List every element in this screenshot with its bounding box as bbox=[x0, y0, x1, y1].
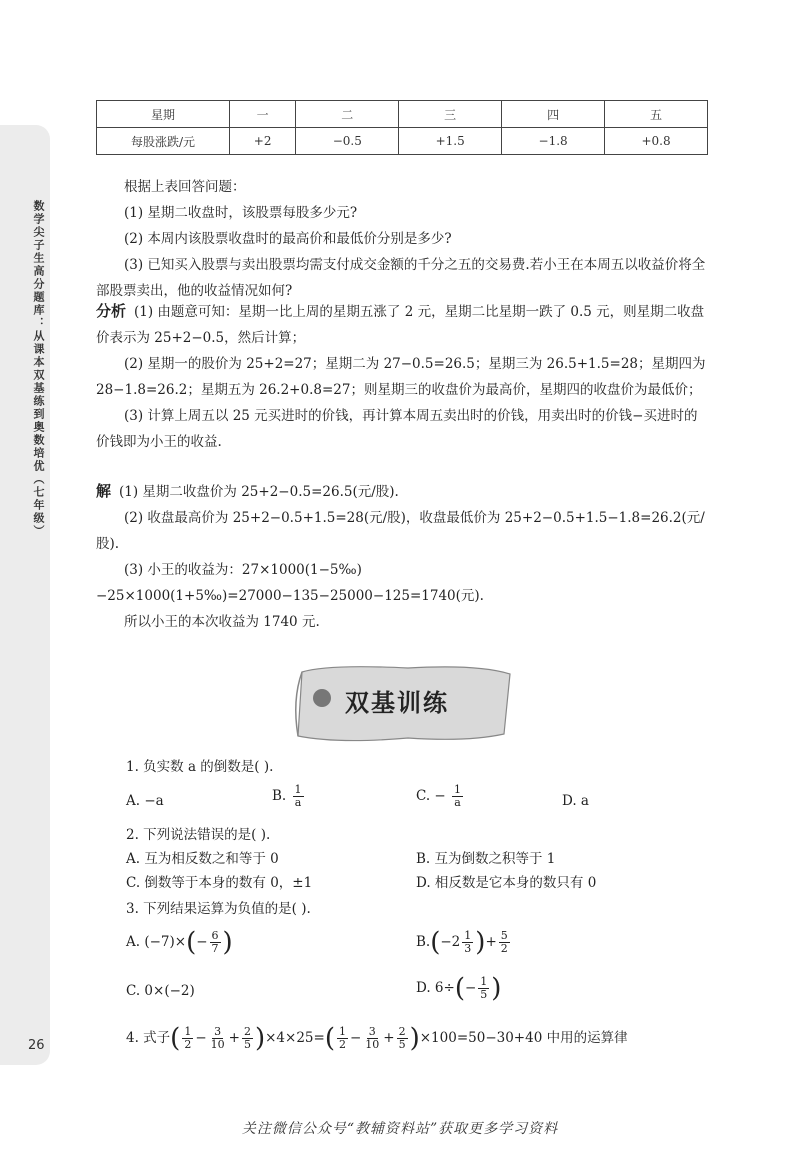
denominator: 7 bbox=[211, 942, 219, 955]
right-paren-icon: ) bbox=[491, 973, 502, 1004]
left-paren-icon: ( bbox=[170, 1023, 181, 1054]
exercise-2-option-a: A. 互为相反数之和等于 0 bbox=[126, 851, 279, 867]
problem-block bbox=[96, 174, 710, 304]
denominator: 2 bbox=[500, 942, 508, 955]
denominator: 2 bbox=[184, 1038, 192, 1051]
left-paren-icon: ( bbox=[324, 1023, 335, 1054]
numerator: 1 bbox=[294, 783, 302, 796]
fraction bbox=[499, 930, 510, 955]
section-title: 双基训练 bbox=[345, 689, 449, 717]
operator: − bbox=[349, 1030, 362, 1046]
page-number: 26 bbox=[28, 1038, 45, 1053]
exercise-3-option-c: C. 0×(−2) bbox=[126, 983, 195, 999]
operator: − bbox=[195, 1030, 207, 1046]
numerator: 3 bbox=[368, 1025, 376, 1038]
solution-step-2: (2) 收盘最高价为 25+2−0.5+1.5=28(元/股)，收盘最低价为 25+2−0.5+1.5−1.8=26.2(元/股). bbox=[96, 510, 705, 552]
numerator: 6 bbox=[211, 929, 219, 942]
table-cell: −0.5 bbox=[296, 128, 399, 155]
operator: + bbox=[485, 934, 497, 950]
fraction bbox=[337, 1026, 348, 1051]
analysis-step-2: (2) 星期一的股价为 25+2=27；星期二为 27−0.5=26.5；星期三为 26.5+1.5=28；星期四为 28−1.8=26.2；星期五为 26.2+0.8=27；则星期三的收盘价为最高价，星期四的收盘价为最低价； bbox=[96, 356, 706, 398]
table-cell: +0.8 bbox=[605, 128, 708, 155]
solution-conclusion: 所以小王的本次收益为 1740 元. bbox=[124, 614, 320, 630]
table-cell: 五 bbox=[605, 101, 708, 128]
fraction bbox=[293, 784, 304, 809]
solution-step-1: (1) 星期二收盘价为 25+2−0.5=26.5(元/股). bbox=[119, 484, 399, 500]
option-label: D. 6÷ bbox=[416, 980, 455, 996]
expression-middle: ×4×25= bbox=[265, 1030, 325, 1046]
denominator: 10 bbox=[210, 1038, 225, 1051]
table-cell: 星期 bbox=[97, 101, 230, 128]
left-paren-icon: ( bbox=[454, 973, 465, 1004]
left-paren-icon: ( bbox=[186, 927, 197, 958]
fraction bbox=[363, 1026, 381, 1051]
option-label: B. bbox=[272, 788, 287, 804]
exercise-2-stem: 2. 下列说法错误的是( ). bbox=[126, 827, 271, 843]
numerator: 1 bbox=[338, 1025, 346, 1038]
exercise-3-option-b bbox=[416, 927, 512, 958]
exercise-1-option-c bbox=[416, 784, 465, 809]
numerator: 2 bbox=[398, 1025, 406, 1038]
solution-block bbox=[96, 478, 710, 635]
exercise-1-option-b bbox=[272, 784, 306, 809]
exercise-2-option-b: B. 互为倒数之积等于 1 bbox=[416, 851, 556, 867]
fraction bbox=[452, 784, 463, 809]
solution-label: 解 bbox=[96, 482, 112, 500]
table-cell: 一 bbox=[230, 101, 296, 128]
table-cell: −1.8 bbox=[502, 128, 605, 155]
table-row bbox=[97, 128, 708, 155]
numerator: 1 bbox=[464, 929, 472, 942]
fraction bbox=[462, 930, 473, 955]
option-label: B. bbox=[416, 934, 431, 950]
right-paren-icon: ) bbox=[475, 927, 486, 958]
table-header-row bbox=[97, 101, 708, 128]
table-cell: 三 bbox=[399, 101, 502, 128]
denominator: 3 bbox=[464, 942, 472, 955]
problem-question-2: (2) 本周内该股票收盘时的最高价和最低价分别是多少? bbox=[124, 231, 452, 247]
denominator: 2 bbox=[338, 1038, 346, 1051]
fraction bbox=[209, 1026, 227, 1051]
fraction bbox=[210, 930, 221, 955]
numerator: 1 bbox=[454, 783, 462, 796]
table-cell: +2 bbox=[230, 128, 296, 155]
table-cell: 四 bbox=[502, 101, 605, 128]
sign: − bbox=[196, 934, 208, 950]
exercise-3-option-d bbox=[416, 973, 502, 1004]
analysis-step-3: (3) 计算上周五以 25 元买进时的价钱，再计算本周五卖出时的价钱，用卖出时的价钱−买进时的价钱即为小王的收益. bbox=[96, 408, 698, 450]
table-cell: +1.5 bbox=[399, 128, 502, 155]
table-cell: 每股涨跌/元 bbox=[97, 128, 230, 155]
left-paren-icon: ( bbox=[430, 927, 441, 958]
problem-intro: 根据上表回答问题： bbox=[124, 179, 246, 195]
numerator: 2 bbox=[243, 1025, 251, 1038]
fraction bbox=[478, 976, 489, 1001]
denominator: 10 bbox=[365, 1038, 380, 1051]
exercise-1-option-d: D. a bbox=[562, 793, 589, 809]
analysis-label: 分析 bbox=[96, 302, 127, 320]
problem-question-1: (1) 星期二收盘时，该股票每股多少元? bbox=[124, 205, 358, 221]
denominator: a bbox=[294, 796, 302, 809]
whole-number: −2 bbox=[440, 934, 461, 950]
operator: + bbox=[383, 1030, 395, 1046]
right-paren-icon: ) bbox=[409, 1023, 420, 1054]
exercise-2-option-d: D. 相反数是它本身的数只有 0 bbox=[416, 875, 597, 891]
exercise-1-stem: 1. 负实数 a 的倒数是( ). bbox=[126, 759, 274, 775]
fraction bbox=[397, 1026, 408, 1051]
sign: − bbox=[464, 980, 477, 996]
right-paren-icon: ) bbox=[222, 927, 233, 958]
exercise-3-option-a bbox=[126, 927, 233, 958]
exercise-1-option-a: A. −a bbox=[126, 793, 164, 809]
exercise-4-stem bbox=[126, 1023, 628, 1054]
series-title: 数学尖子生高分题库：从课本双基练到奥数培优（七年级） bbox=[32, 200, 45, 538]
stem-suffix: ×100=50−30+40 中用的运算律 bbox=[419, 1030, 628, 1046]
solution-step-3: (3) 小王的收益为：27×1000(1−5‰)−25×1000(1+5‰)=27000−135−25000−125=1740(元). bbox=[96, 562, 484, 604]
problem-question-3: (3) 已知买入股票与卖出股票均需支付成交金额的千分之五的交易费.若小王在本周五以收益价将全部股票卖出，他的收益情况如何? bbox=[96, 257, 706, 299]
footer-notice: 关注微信公众号“教辅资料站”获取更多学习资料 bbox=[241, 1121, 559, 1137]
numerator: 3 bbox=[214, 1025, 222, 1038]
stock-change-table bbox=[96, 100, 708, 155]
fraction bbox=[182, 1026, 193, 1051]
numerator: 5 bbox=[500, 929, 508, 942]
table-cell: 二 bbox=[296, 101, 399, 128]
operator: + bbox=[228, 1030, 240, 1046]
exercise-3-stem: 3. 下列结果运算为负值的是( ). bbox=[126, 901, 311, 917]
denominator: 5 bbox=[480, 988, 488, 1001]
numerator: 1 bbox=[184, 1025, 192, 1038]
stem-prefix: 4. 式子 bbox=[126, 1030, 171, 1046]
option-label: A. (−7)× bbox=[126, 934, 187, 950]
denominator: 5 bbox=[398, 1038, 406, 1051]
analysis-step-1: (1) 由题意可知：星期一比上周的星期五涨了 2 元，星期二比星期一跌了 0.5 元，则星期二收盘价表示为 25+2−0.5，然后计算； bbox=[96, 304, 705, 346]
bullet-icon bbox=[313, 689, 331, 707]
fraction bbox=[242, 1026, 253, 1051]
analysis-block bbox=[96, 298, 710, 455]
denominator: 5 bbox=[243, 1038, 251, 1051]
option-label: C. − bbox=[416, 788, 446, 804]
denominator: a bbox=[454, 796, 461, 809]
numerator: 1 bbox=[480, 975, 488, 988]
right-paren-icon: ) bbox=[254, 1023, 266, 1054]
exercise-2-option-c: C. 倒数等于本身的数有 0，±1 bbox=[126, 875, 313, 891]
